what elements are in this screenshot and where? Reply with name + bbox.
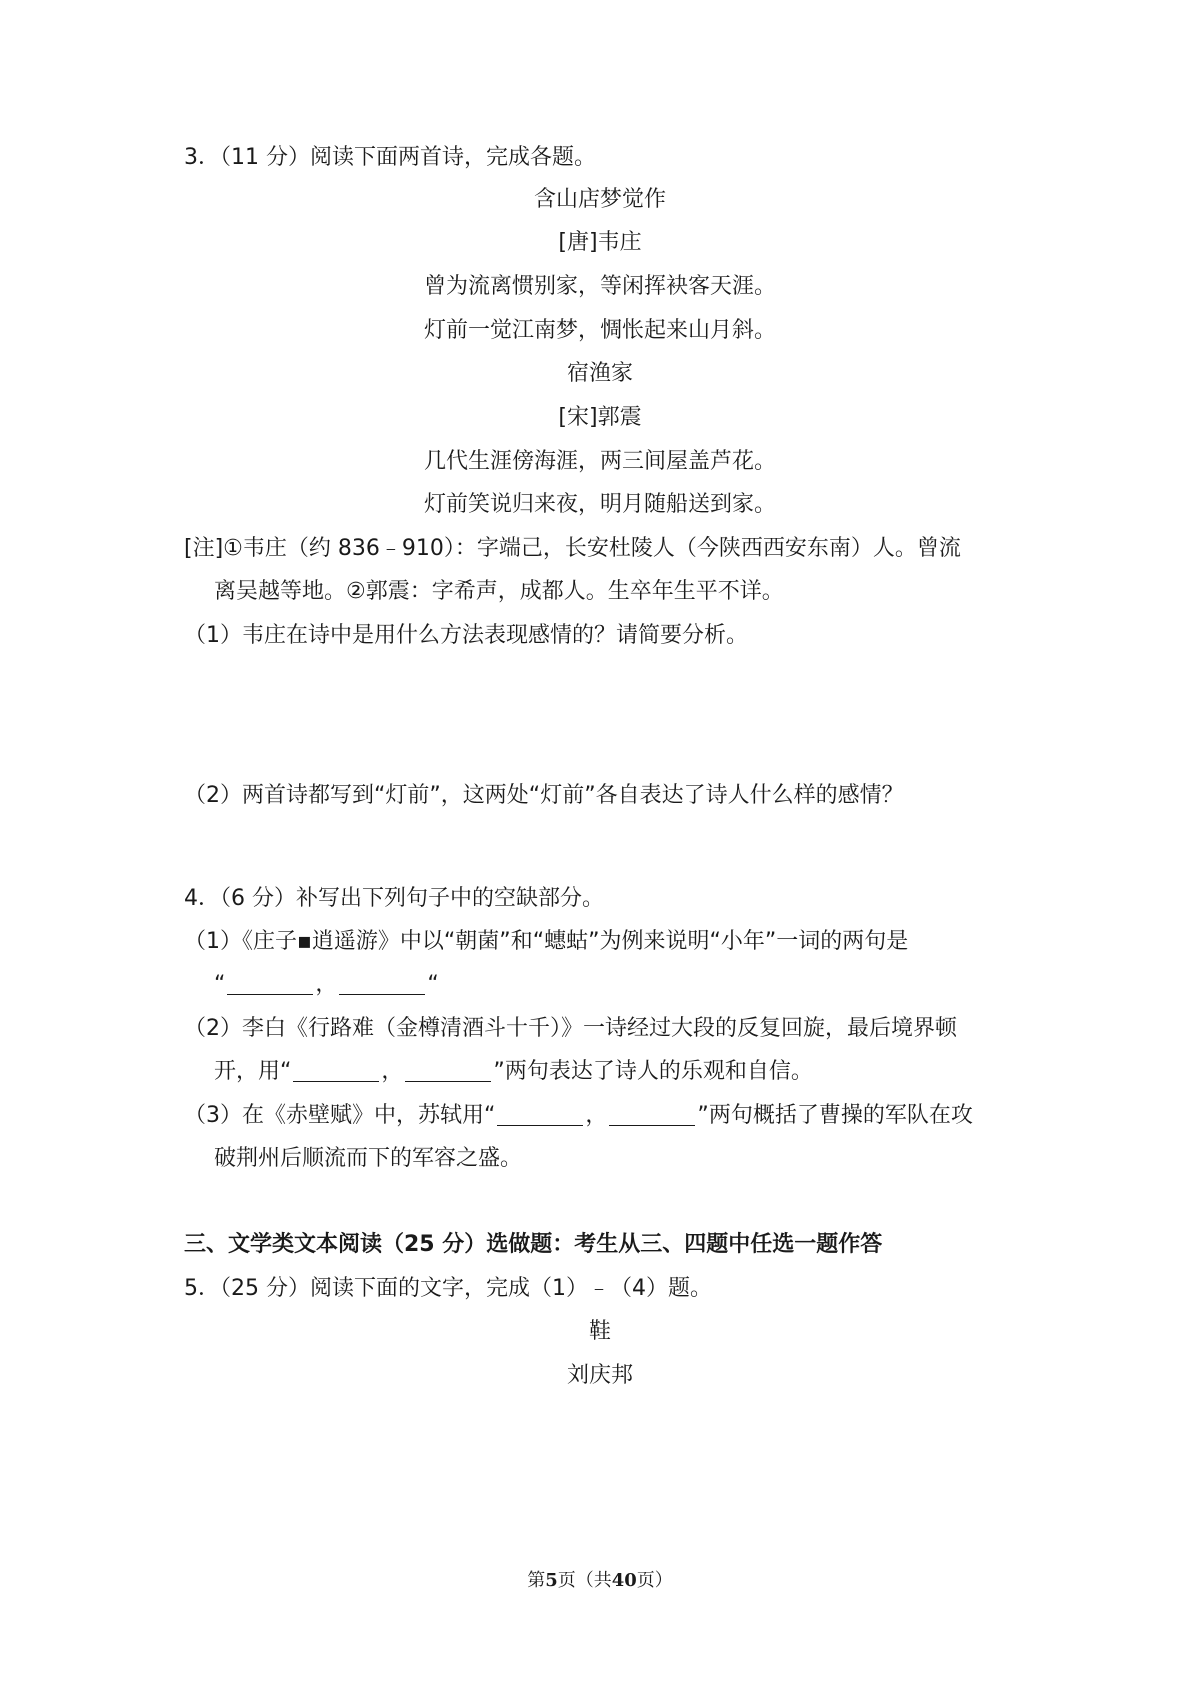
note-line2: 离吴越等地。②郭震：字希声，成都人。生卒年生平不详。 bbox=[214, 579, 784, 604]
story-author: 刘庆邦 bbox=[566, 1363, 633, 1388]
question-4-sub3-line2: 破荆州后顺流而下的军容之盛。 bbox=[214, 1146, 523, 1171]
poem1-author: [唐]韦庄 bbox=[558, 230, 642, 255]
answer-blank[interactable] bbox=[497, 1103, 583, 1126]
question-4-sub1-line1: （1）《庄子▪逍遥游》中以“朝菌”和“蟪蛄”为例来说明“小年”一词的两句是 bbox=[184, 929, 909, 954]
poem2-line1: 几代生涯傍海涯，两三间屋盖芦花。 bbox=[423, 449, 776, 474]
question-4-sub2-line1: （2）李白《行路难（金樽清酒斗十千）》一诗经过大段的反复回旋，最后境界顿 bbox=[184, 1016, 957, 1041]
question-3-sub1: （1）韦庄在诗中是用什么方法表现感情的？请简要分析。 bbox=[184, 623, 748, 648]
poem1-line2: 灯前一觉江南梦，惆怅起来山月斜。 bbox=[423, 318, 776, 343]
note-line1: [注]①韦庄（约 836﹣910）：字端己，长安杜陵人（今陕西西安东南）人。曾流 bbox=[184, 536, 961, 561]
page-footer: 第5页（共40页） bbox=[527, 1570, 673, 1591]
question-4-header: 4．（6 分）补写出下列句子中的空缺部分。 bbox=[184, 886, 604, 911]
answer-blank[interactable] bbox=[227, 972, 313, 995]
story-title: 鞋 bbox=[588, 1319, 611, 1344]
question-4-sub3-line1: （3）在《赤壁赋》中，苏轼用“ ， ”两句概括了曹操的军队在攻 bbox=[184, 1103, 973, 1128]
poem2-title: 宿渔家 bbox=[566, 361, 633, 386]
question-3-header: 3．（11 分）阅读下面两首诗，完成各题。 bbox=[184, 145, 596, 170]
answer-blank[interactable] bbox=[339, 972, 425, 995]
poem2-author: [宋]郭震 bbox=[558, 405, 642, 430]
answer-blank[interactable] bbox=[405, 1059, 491, 1082]
poem1-line1: 曾为流离惯别家，等闲挥袂客天涯。 bbox=[423, 274, 776, 299]
answer-blank[interactable] bbox=[609, 1103, 695, 1126]
question-4-sub1-blanks: “ ， “ bbox=[214, 972, 439, 997]
question-3-sub2: （2）两首诗都写到“灯前”，这两处“灯前”各自表达了诗人什么样的感情？ bbox=[184, 783, 904, 808]
question-5-header: 5．（25 分）阅读下面的文字，完成（1）﹣（4）题。 bbox=[184, 1276, 712, 1301]
section-3-heading: 三、文学类文本阅读（25 分）选做题：考生从三、四题中任选一题作答 bbox=[184, 1232, 883, 1257]
question-4-sub2-line2: 开，用“ ， ”两句表达了诗人的乐观和自信。 bbox=[214, 1059, 813, 1084]
poem2-line2: 灯前笑说归来夜，明月随船送到家。 bbox=[423, 492, 776, 517]
poem1-title: 含山店梦觉作 bbox=[533, 187, 666, 212]
answer-blank[interactable] bbox=[293, 1059, 379, 1082]
